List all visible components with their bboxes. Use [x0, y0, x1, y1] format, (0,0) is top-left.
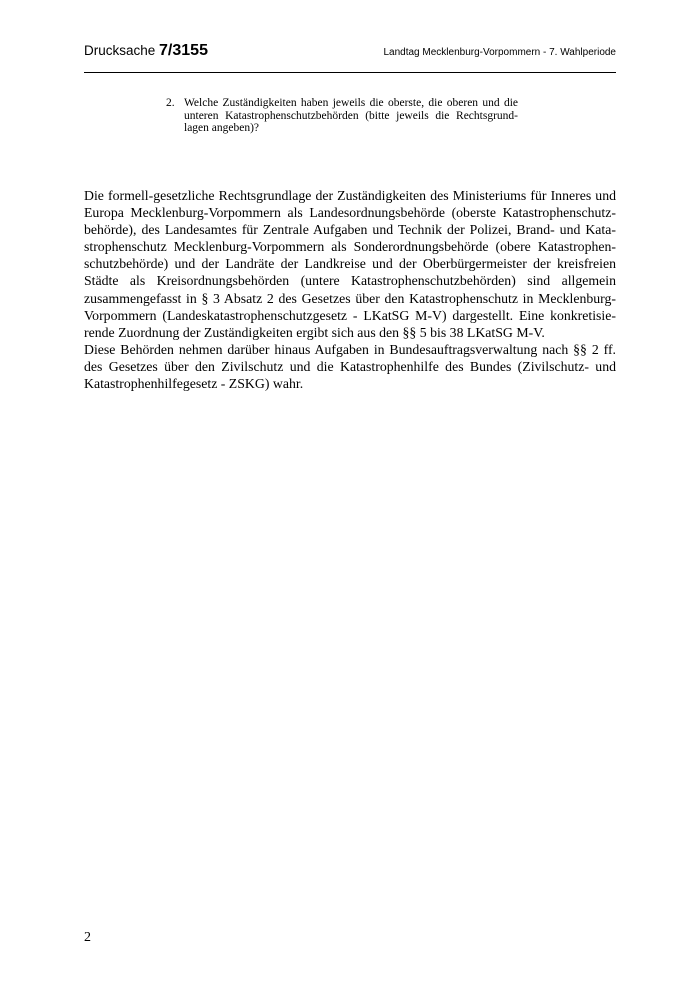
document-label: Drucksache: [84, 43, 160, 58]
question-number: 2.: [166, 97, 175, 109]
document-number: 7/3155: [159, 42, 208, 59]
document-id: [84, 42, 208, 60]
parliament-period: Landtag Mecklenburg-Vorpommern - 7. Wahlperiode: [383, 47, 616, 58]
page-header: [84, 40, 616, 73]
answer-paragraph-1: Die formell-gesetzliche Rechtsgrundlage der Zuständigkeiten des Ministeriums für Inneres und Europa Mecklenburg-Vorpommern als Landesordnungsbehörde (oberste Katastrophenschutzbehörde), des Landesamtes für Zentrale Aufgaben und Technik der Polizei, Brand- und Katastrophenschutz Mecklenburg-Vorpommern als Sonderordnungsbehörde (obere Katastrophenschutzbehörde) und der Landräte der Landkreise und der Oberbürgermeister der kreisfreien Städte als Kreisordnungsbehörden (untere Katastrophenschutzbehörden) sind allgemein zusammengefasst in § 3 Absatz 2 des Gesetzes über den Katastrophenschutz in Mecklenburg-Vorpommern (Landeskatastrophenschutzgesetz - LKatSG M-V) dargestellt. Eine konkretisierende Zuordnung der Zuständigkeiten ergibt sich aus den §§ 5 bis 38 LKatSG M-V.: [84, 188, 616, 340]
answer-block: [84, 187, 616, 392]
answer-paragraph-2: Diese Behörden nehmen darüber hinaus Aufgaben in Bundesauftragsverwaltung nach §§ 2 ff. des Gesetzes über den Zivilschutz und die Katastrophenhilfe des Bundes (Zivilschutz- und Katastrophenhilfegesetz - ZSKG) wahr.: [84, 341, 616, 392]
page-number: 2: [84, 930, 91, 945]
question-block: [166, 97, 518, 135]
question-text: Welche Zuständigkeiten haben jeweils die oberste, die oberen und die unteren Katastrophenschutzbehörden (bitte jeweils die Rechtsgrundlagen angeben)?: [184, 97, 518, 134]
